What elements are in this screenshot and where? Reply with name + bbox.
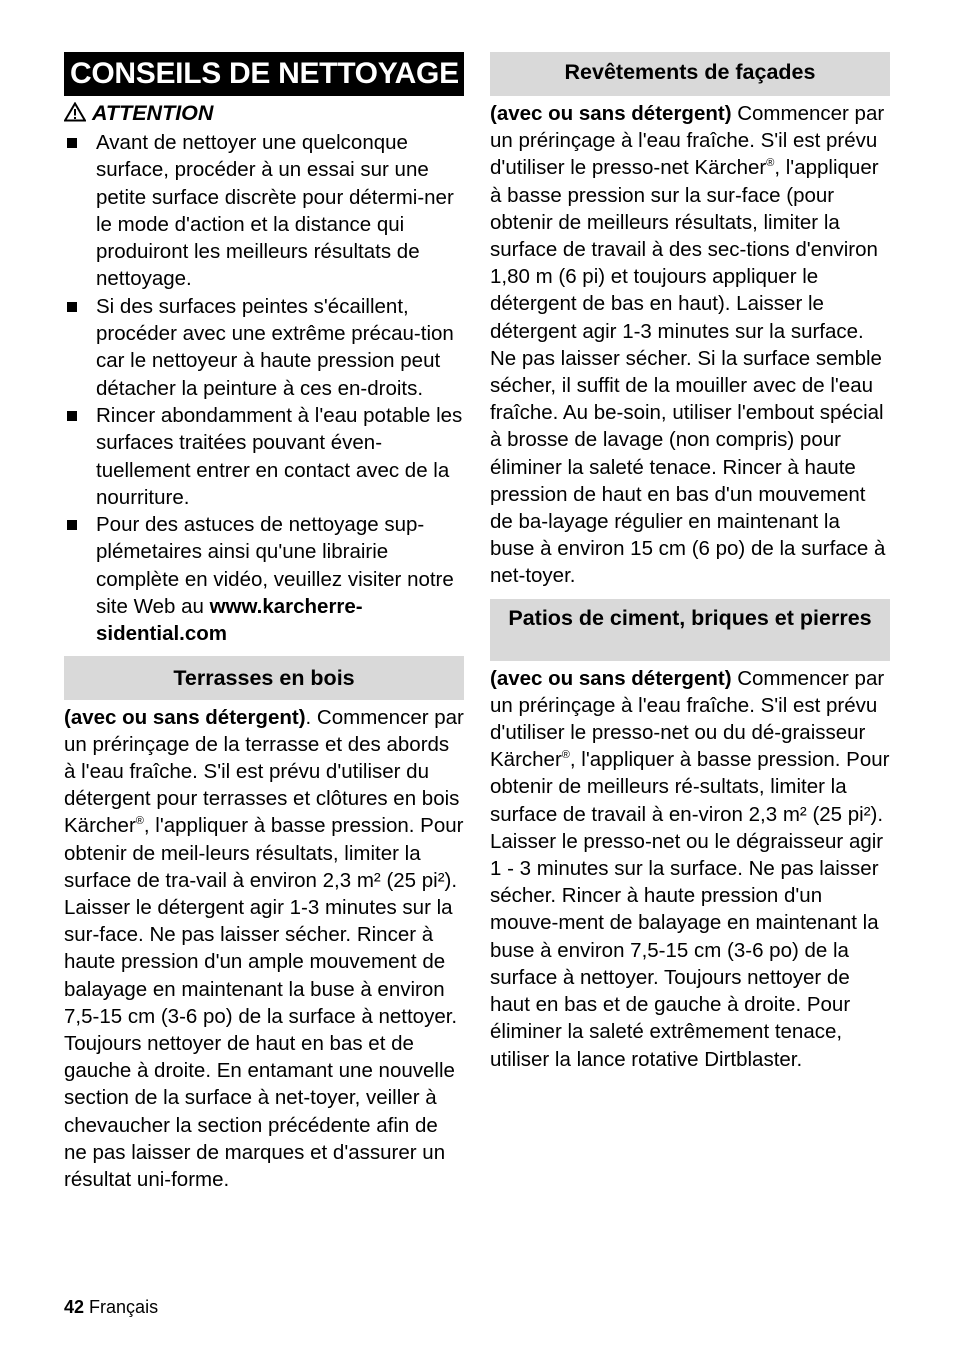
section-heading-patios: Patios de ciment, briques et pierres: [490, 599, 890, 661]
registered-mark: ®: [766, 157, 775, 170]
bullet-square-icon: [67, 411, 77, 421]
list-item: Pour des astuces de nettoyage sup-plémetaires ainsi qu'une librairie complète en vidéo, veuillez visiter notre site Web au www.karcherre-sidential.com: [64, 511, 464, 647]
attention-label: ATTENTION: [92, 101, 214, 125]
registered-mark: ®: [561, 749, 570, 762]
attention-heading: [64, 100, 464, 129]
list-item: Rincer abondamment à l'eau potable les surfaces traitées pouvant éven-tuellement entrer en contact avec de la nourriture.: [64, 402, 464, 511]
section-heading-terrasses: Terrasses en bois: [64, 656, 464, 700]
website-link[interactable]: www.karcherre-sidential.com: [96, 595, 363, 646]
list-item: Si des surfaces peintes s'écaillent, procéder avec une extrême précau-tion car le nettoyeur à haute pression peut détacher la peinture à ces en-droits.: [64, 293, 464, 402]
warning-triangle-icon: [64, 102, 86, 129]
list-item: Avant de nettoyer une quelconque surface, procéder à un essai sur une petite surface discrète pour détermi-ner le mode d'action et la distance qui produiront les meilleurs résultats de nettoyage.: [64, 129, 464, 293]
bullet-square-icon: [67, 520, 77, 530]
page-title: CONSEILS DE NETTOYAGE: [64, 52, 464, 96]
bullet-square-icon: [67, 302, 77, 312]
paragraph-facades: (avec ou sans détergent) Commencer par un prérinçage à l'eau fraîche. S'il est prévu d'utiliser le presso-net Kärcher®, l'appliquer à basse pression sur la sur-face (pour obtenir de meilleurs résultats, limiter la surface de travail à des sec-tions d'environ 1,80 m (6 pi) et toujours appliquer le détergent de bas en haut). Laisser le détergent agir 1-3 minutes sur la surface. Ne pas laisser sécher. Si la surface semble sécher, il suffit de la mouiller avec de l'eau fraîche. Au be-soin, utiliser l'embout spécial à brosse de lavage (non compris) pour éliminer la saleté tenace. Rincer à haute pression de haut en bas d'un mouvement de ba-layage régulier en maintenant la buse à environ 15 cm (6 po) de la surface à net-toyer.: [490, 102, 886, 588]
right-column: [490, 52, 890, 1073]
footer-language: Français: [89, 1297, 159, 1317]
paragraph-terrasses: (avec ou sans détergent). Commencer par un prérinçage de la terrasse et des abords à l'eau fraîche. S'il est prévu d'utiliser du détergent pour terrasses et clôtures en bois Kärcher®, l'appliquer à basse pression. Pour obtenir de meil-leurs résultats, limiter la surface de tra-vail à environ 2,3 m² (25 pi²). Laisser le détergent agir 1-3 minutes sur la sur-face. Ne pas laisser sécher. Rincer à haute pression d'un ample mouvement de balayage en maintenant la buse à environ 7,5-15 cm (3-6 po) de la surface à nettoyer. Toujours nettoyer de haut en bas et de gauche à droite. En entamant une nouvelle section de la surface à net-toyer, veiller à chevaucher la section précédente afin de ne pas laisser de marques et d'assurer un résultat uni-forme.: [64, 705, 464, 1192]
page-footer: [64, 1297, 158, 1318]
registered-mark: ®: [135, 815, 144, 828]
bullet-square-icon: [67, 138, 77, 148]
page-number: 42: [64, 1297, 85, 1317]
attention-list: [64, 129, 464, 648]
paragraph-patios: (avec ou sans détergent) Commencer par un prérinçage à l'eau fraîche. S'il est prévu d'utiliser le presso-net ou du dé-graisseur Kärcher®, l'appliquer à basse pression. Pour obtenir de meilleurs ré-sultats, limiter la surface de travail à en-viron 2,3 m² (25 pi²). Laisser le presso-net ou le dégraisseur agir 1 - 3 minutes sur la surface. Ne pas laisser sécher. Rincer à haute pression d'un mouve-ment de balayage en maintenant la buse à environ 7,5-15 cm (3-6 po) de la surface à nettoyer. Toujours nettoyer de haut en bas et de gauche à droite. Pour éliminer la saleté extrêmement tenace, utiliser la lance rotative Dirtblaster.: [490, 666, 890, 1071]
left-column: [64, 52, 464, 1193]
section-heading-facades: Revêtements de façades: [490, 52, 890, 96]
